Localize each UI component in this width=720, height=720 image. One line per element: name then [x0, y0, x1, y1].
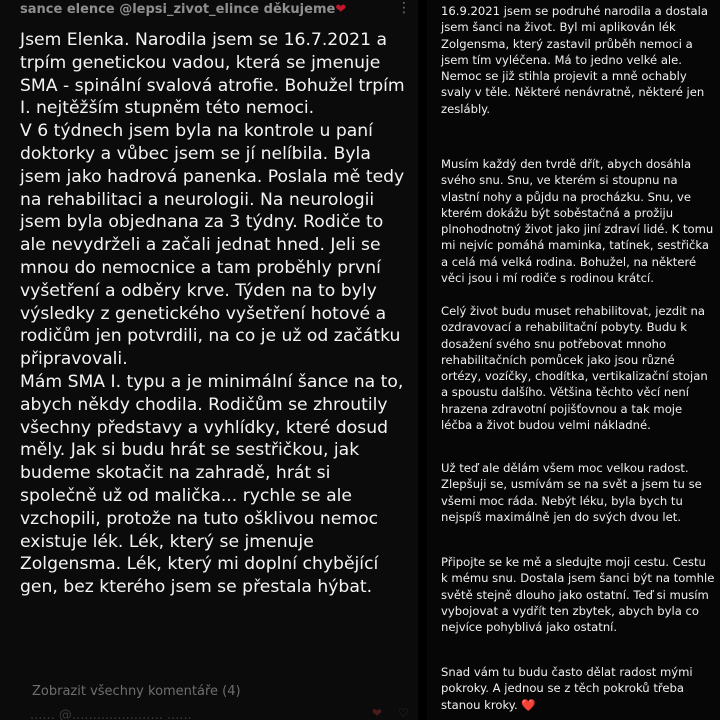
- post-paragraph: Mám SMA I. typu a je minimální šance na to, abych někdy chodila. Rodičům se zhroutily všechny představy a vyhlídky, které dosud měly. Jak si budu hrát se sestřičkou, jak budeme skotačit na zahradě, hrát si společně už od malička... rychle se ale vzchopili, protože na tuto ošklivou nemoc existuje lék. Lék, který se jmenuje Zolgensma. Lék, který mi doplní chybějící gen, bez kterého jsem se přestala hýbat.: [20, 371, 404, 598]
- right-text-block: 16.9.2021 jsem se podruhé narodila a dostala jsem šanci na život. Byl mi aplikován lék Zolgensma, který zastavil průběh nemoci a jsem tím vyléčena. Má to jedno velké ale. Nemoc se již stihla projevit a mně ochably svaly v těle. Některé nenávratně, některé jen zeslábly.: [441, 4, 708, 116]
- right-text-block: Celý život budu muset rehabilitovat, jezdit na ozdravovací a rehabilitační pobyty. Budu k dosažení svého snu potřebovat mnoho rehabilitačních pomůcek jako jsou různé ortézy, vozíčky, chodítka, vertikalizační stojan a spoustu dalšího. Většina těchto věcí není hrazena zdravotní pojišťovnou a tak moje léčba a život budou velmi nákladné.: [441, 304, 708, 432]
- right-text-block: Musím každý den tvrdě dřít, abych dosáhla svého snu. Snu, ve kterém si stoupnu na vlastní nohy a půjdu na procházku. Snu, ve kterém dokážu být soběstačná a prožiju plnohodnotný život jako jiní zdraví lidé. K tomu mi nejvíc pomáhá maminka, tatínek, sestřička a celá má velká rodina. Bohužel, na některé věci jsou i mí rodiče s rodinou krátcí.: [441, 157, 714, 285]
- more-options-icon[interactable]: ⋮: [397, 0, 412, 16]
- right-text-block: Už teď ale dělám všem moc velkou radost. Zlepšuji se, usmívám se na svět a jsem tu se všemi moc ráda. Nebýt léku, byla bych tu nejspíš maximálně jen do svých dvou let.: [441, 461, 702, 524]
- view-all-comments-link[interactable]: Zobrazit všechny komentáře (4): [32, 684, 241, 699]
- post-header: [20, 2, 400, 20]
- post-paragraph: V 6 týdnech jsem byla na kontrole u paní doktorky a vůbec jsem se jí nelíbila. Byla jsem jako hadrová panenka. Poslala mě tedy na rehabilitaci a neurologii. Na neurologii jsem byla objednana za 3 týdny. Rodiče to ale nevydrželi a začali jednat hned. Jeli se mnou do nemocnice a tam proběhly první vyšetření a odběry krve. Týden na to byly výsledky z genetického vyšetření hotové a rodičům jen potvrdili, na co je už od začátku připravovali.: [20, 121, 405, 370]
- heart-icon: ❤️: [521, 697, 536, 712]
- post-header-text: sance elence @lepsi_zivot_elince děkujeme: [20, 2, 336, 17]
- heart-icon: ❤: [335, 2, 347, 17]
- like-icon[interactable]: ♡: [398, 706, 409, 720]
- right-post-panel: [427, 0, 720, 720]
- right-text-block: [441, 664, 715, 713]
- right-text-block: Připojte se ke mě a sledujte moji cestu. Cestu k mému snu. Dostala jsem šanci být na tomhle světě stejně dlouho jako ostatní. Teď si musím vybojovat a vydřít ten zbytek, abych byla co nejvíce pohyblivá jako ostatní.: [441, 555, 715, 634]
- panel-divider: [418, 0, 427, 720]
- post-paragraph: Jsem Elenka. Narodila jsem se 16.7.2021 a trpím genetickou vadou, která se jmenuje SMA - spinální svalová atrofie. Bohužel trpím I. nejtěžším stupněm této nemoci.: [20, 30, 405, 119]
- faded-heart-icon: ❤: [372, 706, 383, 720]
- right-text-final: Snad vám tu budu často dělat radost mými pokroky. A jednou se z těch pokroků třeba stanou kroky.: [441, 665, 693, 712]
- faded-comment: ...... @...................... ......: [30, 708, 192, 720]
- post-body: [20, 29, 412, 599]
